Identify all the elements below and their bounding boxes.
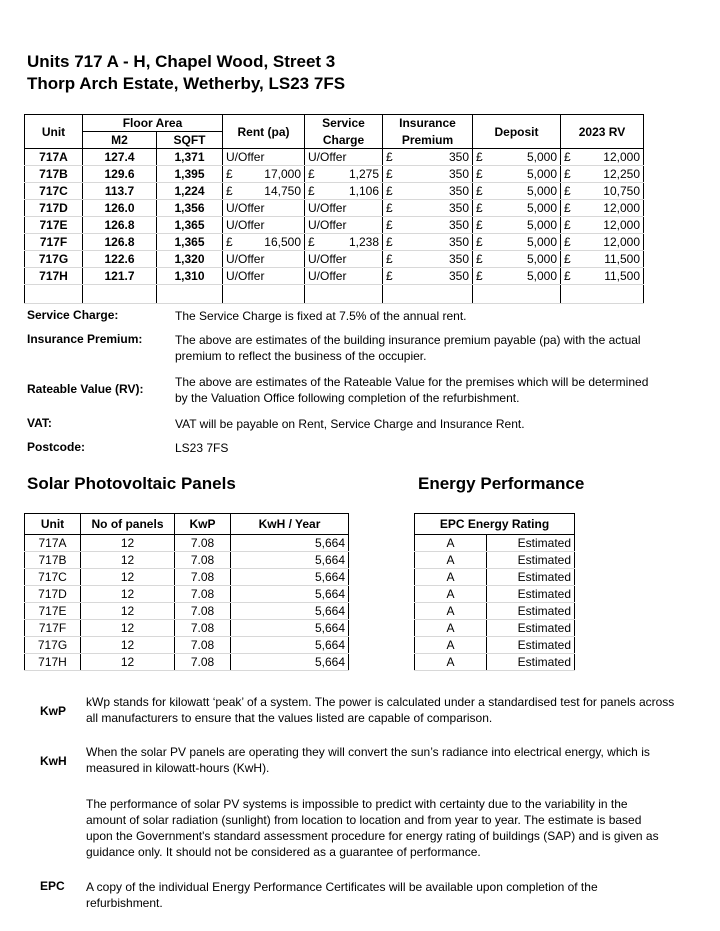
rv-cell bbox=[561, 234, 644, 251]
table-row bbox=[25, 569, 349, 586]
amount: 17,000 bbox=[264, 167, 301, 181]
table-row bbox=[25, 654, 349, 671]
currency-symbol: £ bbox=[564, 235, 571, 249]
amount: 12,000 bbox=[603, 235, 640, 249]
solar-unit-cell: 717B bbox=[25, 552, 81, 569]
header-sqft: SQFT bbox=[157, 132, 223, 149]
rent-cell bbox=[223, 234, 305, 251]
rent-cell bbox=[223, 166, 305, 183]
sqft-cell: 1,371 bbox=[157, 149, 223, 166]
m2-cell: 121.7 bbox=[83, 268, 157, 285]
solar-panels-cell: 12 bbox=[81, 654, 175, 671]
solar-kwp-cell: 7.08 bbox=[175, 535, 231, 552]
table-row bbox=[25, 603, 349, 620]
service-charge-cell bbox=[305, 200, 383, 217]
insurance-cell bbox=[383, 183, 473, 200]
table-row bbox=[25, 620, 349, 637]
deposit-cell bbox=[473, 217, 561, 234]
solar-kwh-cell: 5,664 bbox=[231, 637, 349, 654]
amount: 350 bbox=[448, 150, 469, 164]
unit-cell: 717C bbox=[25, 183, 83, 200]
note-text: The Service Charge is fixed at 7.5% of the annual rent. bbox=[175, 309, 467, 323]
epc-status-cell: Estimated bbox=[487, 654, 575, 671]
unit-cell: 717F bbox=[25, 234, 83, 251]
note-text: LS23 7FS bbox=[175, 441, 229, 455]
note-text: The above are estimates of the Rateable Value for the premises which will be determined by the Valuation Office following completion of the refurbishment. bbox=[175, 375, 649, 405]
epc-rating-cell: A bbox=[415, 552, 487, 569]
amount: 12,000 bbox=[603, 150, 640, 164]
table-row bbox=[25, 200, 644, 217]
note-label: Insurance Premium: bbox=[27, 332, 143, 346]
amount: 5,000 bbox=[526, 269, 557, 283]
amount: 1,106 bbox=[348, 184, 379, 198]
amount: 1,275 bbox=[348, 167, 379, 181]
solar-kwh-cell: 5,664 bbox=[231, 569, 349, 586]
currency-symbol: £ bbox=[564, 167, 571, 181]
service-charge-cell bbox=[305, 268, 383, 285]
sqft-cell: 1,365 bbox=[157, 234, 223, 251]
amount: 11,500 bbox=[604, 269, 640, 283]
currency-symbol: £ bbox=[386, 252, 393, 266]
epc-rating-cell: A bbox=[415, 586, 487, 603]
amount: 5,000 bbox=[526, 167, 557, 181]
unit-cell: 717B bbox=[25, 166, 83, 183]
solar-kwp-cell: 7.08 bbox=[175, 637, 231, 654]
epc-rating-cell: A bbox=[415, 637, 487, 654]
sqft-cell: 1,320 bbox=[157, 251, 223, 268]
insurance-cell bbox=[383, 268, 473, 285]
amount: U/Offer bbox=[308, 252, 347, 266]
amount: 16,500 bbox=[264, 235, 301, 249]
deposit-cell bbox=[473, 234, 561, 251]
header-m2: M2 bbox=[83, 132, 157, 149]
solar-table bbox=[24, 513, 349, 671]
amount: U/Offer bbox=[308, 201, 347, 215]
table-row bbox=[415, 603, 575, 620]
note-label: Postcode: bbox=[27, 440, 86, 454]
epc-text: A copy of the individual Energy Performance Certificates will be available upon completion of the refurbishment. bbox=[86, 880, 598, 910]
epc-rating-cell: A bbox=[415, 535, 487, 552]
amount: U/Offer bbox=[226, 201, 265, 215]
sqft-cell: 1,310 bbox=[157, 268, 223, 285]
currency-symbol: £ bbox=[386, 150, 393, 164]
units-table bbox=[24, 114, 644, 304]
rent-cell bbox=[223, 217, 305, 234]
currency-symbol: £ bbox=[564, 252, 571, 266]
insurance-cell bbox=[383, 200, 473, 217]
note-label: Service Charge: bbox=[27, 308, 119, 322]
solar-kwp-cell: 7.08 bbox=[175, 569, 231, 586]
solar-header-kwp: KwP bbox=[175, 514, 231, 535]
solar-panels-cell: 12 bbox=[81, 620, 175, 637]
amount: 350 bbox=[448, 235, 469, 249]
solar-panels-cell: 12 bbox=[81, 637, 175, 654]
header-deposit: Deposit bbox=[473, 115, 561, 149]
currency-symbol: £ bbox=[476, 218, 483, 232]
table-row bbox=[415, 569, 575, 586]
page-title-line-1: Units 717 A - H, Chapel Wood, Street 3 bbox=[27, 52, 336, 71]
amount: U/Offer bbox=[308, 150, 347, 164]
rv-cell bbox=[561, 166, 644, 183]
solar-panels-cell: 12 bbox=[81, 586, 175, 603]
m2-cell: 122.6 bbox=[83, 251, 157, 268]
note-text: The above are estimates of the building insurance premium payable (pa) with the actual premium to reflect the business of the occupier. bbox=[175, 333, 641, 363]
epc-header: EPC Energy Rating bbox=[415, 514, 575, 535]
insurance-cell bbox=[383, 166, 473, 183]
solar-kwh-cell: 5,664 bbox=[231, 620, 349, 637]
rv-cell bbox=[561, 200, 644, 217]
table-row bbox=[415, 586, 575, 603]
deposit-cell bbox=[473, 149, 561, 166]
epc-rating-cell: A bbox=[415, 654, 487, 671]
amount: 350 bbox=[448, 167, 469, 181]
amount: 12,250 bbox=[603, 167, 640, 181]
rent-cell bbox=[223, 251, 305, 268]
m2-cell: 113.7 bbox=[83, 183, 157, 200]
amount: 12,000 bbox=[603, 201, 640, 215]
rent-cell bbox=[223, 268, 305, 285]
currency-symbol: £ bbox=[226, 235, 233, 249]
m2-cell: 126.8 bbox=[83, 217, 157, 234]
amount: 350 bbox=[448, 184, 469, 198]
currency-symbol: £ bbox=[386, 269, 393, 283]
currency-symbol: £ bbox=[386, 235, 393, 249]
currency-symbol: £ bbox=[564, 218, 571, 232]
rv-cell bbox=[561, 183, 644, 200]
solar-kwh-cell: 5,664 bbox=[231, 552, 349, 569]
header-service-charge-2: Charge bbox=[305, 132, 383, 149]
rent-cell bbox=[223, 183, 305, 200]
m2-cell: 126.0 bbox=[83, 200, 157, 217]
unit-cell: 717G bbox=[25, 251, 83, 268]
amount: 5,000 bbox=[526, 184, 557, 198]
deposit-cell bbox=[473, 268, 561, 285]
table-row bbox=[415, 637, 575, 654]
sqft-cell: 1,395 bbox=[157, 166, 223, 183]
amount: 350 bbox=[448, 201, 469, 215]
currency-symbol: £ bbox=[564, 201, 571, 215]
note-label: VAT: bbox=[27, 416, 52, 430]
note-text: VAT will be payable on Rent, Service Charge and Insurance Rent. bbox=[175, 417, 525, 431]
service-charge-cell bbox=[305, 166, 383, 183]
table-row bbox=[415, 654, 575, 671]
kwp-text: kWp stands for kilowatt ‘peak’ of a system. The power is calculated under a standardised test for panels across all manufacturers to ensure that the values listed are capable of comparison. bbox=[86, 695, 675, 725]
currency-symbol: £ bbox=[476, 252, 483, 266]
amount: 5,000 bbox=[526, 201, 557, 215]
table-row bbox=[25, 535, 349, 552]
epc-rating-cell: A bbox=[415, 620, 487, 637]
solar-panels-cell: 12 bbox=[81, 552, 175, 569]
m2-cell: 127.4 bbox=[83, 149, 157, 166]
table-row bbox=[25, 183, 644, 200]
service-charge-cell bbox=[305, 251, 383, 268]
amount: 350 bbox=[448, 252, 469, 266]
service-charge-cell bbox=[305, 234, 383, 251]
solar-heading: Solar Photovoltaic Panels bbox=[27, 474, 236, 493]
solar-panels-cell: 12 bbox=[81, 569, 175, 586]
solar-panels-cell: 12 bbox=[81, 535, 175, 552]
amount: U/Offer bbox=[308, 218, 347, 232]
amount: 10,750 bbox=[603, 184, 640, 198]
currency-symbol: £ bbox=[386, 201, 393, 215]
currency-symbol: £ bbox=[564, 269, 571, 283]
table-row bbox=[25, 166, 644, 183]
amount: U/Offer bbox=[308, 269, 347, 283]
solar-kwp-cell: 7.08 bbox=[175, 552, 231, 569]
amount: 11,500 bbox=[604, 252, 640, 266]
currency-symbol: £ bbox=[564, 184, 571, 198]
table-row-empty bbox=[25, 285, 644, 304]
rv-cell bbox=[561, 217, 644, 234]
insurance-cell bbox=[383, 251, 473, 268]
header-unit: Unit bbox=[25, 115, 83, 149]
currency-symbol: £ bbox=[226, 167, 233, 181]
m2-cell: 129.6 bbox=[83, 166, 157, 183]
solar-unit-cell: 717A bbox=[25, 535, 81, 552]
performance-text: The performance of solar PV systems is impossible to predict with certainty due to the variability in the amount of solar radiation (sunlight) from location to location and from year to year. The estimate is based upon the Government's standard assessment procedure for energy rating of buildings (SAP) and is given as guidance only. It should not be considered as a guarantee of performance. bbox=[86, 797, 659, 859]
currency-symbol: £ bbox=[476, 235, 483, 249]
epc-status-cell: Estimated bbox=[487, 603, 575, 620]
epc-status-cell: Estimated bbox=[487, 535, 575, 552]
unit-cell: 717A bbox=[25, 149, 83, 166]
epc-status-cell: Estimated bbox=[487, 586, 575, 603]
solar-panels-cell: 12 bbox=[81, 603, 175, 620]
solar-kwh-cell: 5,664 bbox=[231, 586, 349, 603]
kwp-label: KwP bbox=[40, 704, 67, 718]
solar-kwp-cell: 7.08 bbox=[175, 603, 231, 620]
deposit-cell bbox=[473, 251, 561, 268]
insurance-cell bbox=[383, 234, 473, 251]
deposit-cell bbox=[473, 166, 561, 183]
service-charge-cell bbox=[305, 149, 383, 166]
epc-rating-cell: A bbox=[415, 603, 487, 620]
table-row bbox=[25, 217, 644, 234]
rent-cell bbox=[223, 149, 305, 166]
amount: U/Offer bbox=[226, 252, 265, 266]
rv-cell bbox=[561, 149, 644, 166]
solar-header-kwh: KwH / Year bbox=[231, 514, 349, 535]
note-label: Rateable Value (RV): bbox=[27, 382, 144, 396]
deposit-cell bbox=[473, 183, 561, 200]
epc-status-cell: Estimated bbox=[487, 552, 575, 569]
table-row bbox=[25, 268, 644, 285]
insurance-cell bbox=[383, 149, 473, 166]
header-rent: Rent (pa) bbox=[223, 115, 305, 149]
header-service-charge-1: Service bbox=[305, 115, 383, 132]
currency-symbol: £ bbox=[386, 167, 393, 181]
sqft-cell: 1,356 bbox=[157, 200, 223, 217]
amount: U/Offer bbox=[226, 150, 265, 164]
epc-status-cell: Estimated bbox=[487, 569, 575, 586]
table-row bbox=[415, 535, 575, 552]
amount: 350 bbox=[448, 218, 469, 232]
table-row bbox=[25, 149, 644, 166]
solar-kwp-cell: 7.08 bbox=[175, 620, 231, 637]
solar-unit-cell: 717H bbox=[25, 654, 81, 671]
sqft-cell: 1,365 bbox=[157, 217, 223, 234]
rv-cell bbox=[561, 251, 644, 268]
table-row bbox=[25, 234, 644, 251]
rent-cell bbox=[223, 200, 305, 217]
insurance-cell bbox=[383, 217, 473, 234]
table-row bbox=[25, 637, 349, 654]
table-row bbox=[415, 552, 575, 569]
currency-symbol: £ bbox=[476, 201, 483, 215]
kwh-text: When the solar PV panels are operating they will convert the sun’s radiance into electrical energy, which is measured in kilowatt-hours (KwH). bbox=[86, 745, 650, 775]
service-charge-cell bbox=[305, 183, 383, 200]
solar-unit-cell: 717G bbox=[25, 637, 81, 654]
currency-symbol: £ bbox=[476, 184, 483, 198]
unit-cell: 717D bbox=[25, 200, 83, 217]
amount: 14,750 bbox=[264, 184, 301, 198]
amount: 1,238 bbox=[348, 235, 379, 249]
currency-symbol: £ bbox=[564, 150, 571, 164]
service-charge-cell bbox=[305, 217, 383, 234]
header-rv: 2023 RV bbox=[561, 115, 644, 149]
table-row bbox=[415, 620, 575, 637]
amount: 5,000 bbox=[526, 235, 557, 249]
epc-table bbox=[414, 513, 575, 671]
epc-rating-cell: A bbox=[415, 569, 487, 586]
header-floor-area: Floor Area bbox=[83, 115, 223, 132]
amount: U/Offer bbox=[226, 218, 265, 232]
solar-kwh-cell: 5,664 bbox=[231, 654, 349, 671]
solar-unit-cell: 717C bbox=[25, 569, 81, 586]
epc-status-cell: Estimated bbox=[487, 620, 575, 637]
solar-header-unit: Unit bbox=[25, 514, 81, 535]
currency-symbol: £ bbox=[476, 269, 483, 283]
amount: U/Offer bbox=[226, 269, 265, 283]
m2-cell: 126.8 bbox=[83, 234, 157, 251]
currency-symbol: £ bbox=[476, 167, 483, 181]
deposit-cell bbox=[473, 200, 561, 217]
amount: 5,000 bbox=[526, 252, 557, 266]
currency-symbol: £ bbox=[386, 184, 393, 198]
sqft-cell: 1,224 bbox=[157, 183, 223, 200]
header-insurance-1: Insurance bbox=[383, 115, 473, 132]
solar-kwp-cell: 7.08 bbox=[175, 654, 231, 671]
amount: 5,000 bbox=[526, 150, 557, 164]
solar-unit-cell: 717D bbox=[25, 586, 81, 603]
epc-label: EPC bbox=[40, 879, 65, 893]
header-insurance-2: Premium bbox=[383, 132, 473, 149]
solar-unit-cell: 717E bbox=[25, 603, 81, 620]
currency-symbol: £ bbox=[308, 167, 315, 181]
kwh-label: KwH bbox=[40, 754, 67, 768]
currency-symbol: £ bbox=[226, 184, 233, 198]
currency-symbol: £ bbox=[476, 150, 483, 164]
unit-cell: 717H bbox=[25, 268, 83, 285]
table-row bbox=[25, 552, 349, 569]
epc-status-cell: Estimated bbox=[487, 637, 575, 654]
energy-heading: Energy Performance bbox=[418, 474, 585, 493]
table-row bbox=[25, 586, 349, 603]
solar-header-panels: No of panels bbox=[81, 514, 175, 535]
amount: 12,000 bbox=[603, 218, 640, 232]
rv-cell bbox=[561, 268, 644, 285]
solar-unit-cell: 717F bbox=[25, 620, 81, 637]
unit-cell: 717E bbox=[25, 217, 83, 234]
currency-symbol: £ bbox=[386, 218, 393, 232]
amount: 5,000 bbox=[526, 218, 557, 232]
currency-symbol: £ bbox=[308, 184, 315, 198]
amount: 350 bbox=[448, 269, 469, 283]
table-row bbox=[25, 251, 644, 268]
page-title-line-2: Thorp Arch Estate, Wetherby, LS23 7FS bbox=[27, 74, 346, 93]
solar-kwp-cell: 7.08 bbox=[175, 586, 231, 603]
currency-symbol: £ bbox=[308, 235, 315, 249]
solar-kwh-cell: 5,664 bbox=[231, 535, 349, 552]
solar-kwh-cell: 5,664 bbox=[231, 603, 349, 620]
